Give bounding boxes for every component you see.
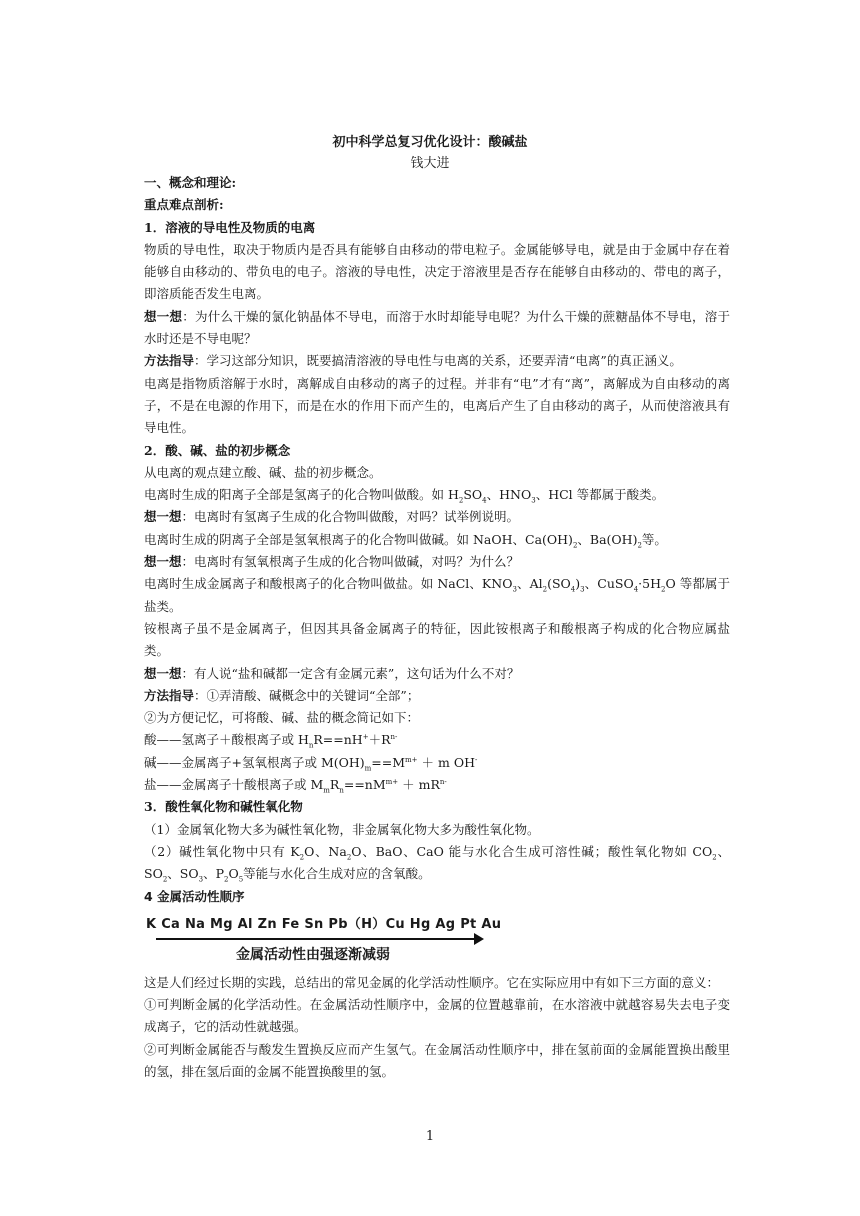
text: O (228, 866, 239, 882)
paragraph: 电离是指物质溶解于水时，离解成自由移动的离子的过程。并非有“电”才有“离”，离解成为自由移动的离子，不是在电源的作用下，而是在水的作用下而产生的，电离后产生了自由移动的离子，从而使溶液具有导电性。 (144, 375, 730, 436)
topic-heading-4: 4 金属活动性顺序 (144, 888, 245, 904)
paragraph: 物质的导电性，取决于物质内是否具有能够自由移动的带电粒子。金属能够导电，就是由于金属中存在着能够自由移动的、带负电的电子。溶液的导电性，决定于溶液里是否存在能够自由移动的、带电的离子，即溶质能否发生电离。 (144, 241, 730, 302)
acid-formula (144, 729, 730, 751)
right-arrow-icon (156, 938, 482, 940)
salt-definition (144, 573, 730, 618)
page-number: 1 (425, 1129, 435, 1144)
method-label: 方法指导 (144, 687, 195, 703)
subscript: n (339, 786, 344, 795)
text: 、Al (516, 576, 543, 592)
text: 、SO (167, 866, 199, 882)
colon: ： (194, 353, 207, 369)
question-text: 有人说“盐和碱都一定含有金属元素”，这句话为什么不对？ (194, 665, 520, 681)
subscript: 5 (238, 875, 244, 884)
method-label: 方法指导 (144, 353, 195, 369)
text: R (329, 777, 340, 793)
think-paragraph (144, 306, 730, 351)
section-heading-1: 一、概念和理论: (144, 175, 237, 190)
method-paragraph (144, 685, 730, 707)
subscript: n (308, 741, 314, 750)
text: O 等都属于盐类。 (144, 576, 730, 614)
paragraph: 铵根离子虽不是金属离子，但因其具备金属离子的特征，因此铵根离子和酸根离子构成的化合物应属盐类。 (144, 620, 730, 659)
method-paragraph (144, 350, 730, 372)
think-label: 想一想 (144, 554, 182, 570)
superscript: m+ (405, 755, 418, 764)
subscript: 2 (572, 541, 578, 550)
base-formula (144, 752, 730, 774)
topic-heading-2: 2．酸、碱、盐的初步概念 (144, 442, 291, 458)
paragraph: ①可判断金属的化学活动性。在金属活动性顺序中，金属的位置越靠前，在水溶液中就越容易失去电子变成离子，它的活动性就越强。 (144, 997, 730, 1035)
superscript: - (475, 755, 478, 764)
colon: ： (181, 509, 195, 525)
text: ==nM (343, 777, 386, 793)
text: 、HCl 等都属于酸类。 (535, 487, 665, 503)
subscript: 3 (512, 585, 517, 594)
subscript: 2 (637, 541, 642, 550)
colon: ： (194, 687, 207, 703)
document-author: 钱大进 (410, 156, 450, 171)
subscript: 2 (223, 875, 229, 884)
subscript: 2 (542, 585, 548, 594)
colon: ： (181, 554, 195, 570)
text: O、BaO、CaO 能与水化合生成可溶性碱；酸性氧化物如 CO (351, 843, 713, 859)
text: ·5H (638, 576, 661, 592)
subscript: 2 (299, 853, 305, 862)
superscript: n- (439, 777, 447, 786)
document-title: 初中科学总复习优化设计：酸碱盐 (332, 135, 528, 150)
text: 、CuSO (584, 576, 634, 592)
subscript: 4 (482, 496, 487, 505)
paragraph: 这是人们经过长期的实践，总结出的常见金属的化学活动性顺序。它在实际应用中有如下三方面的意义： (144, 974, 720, 990)
superscript: n- (390, 733, 398, 742)
subscript: m (364, 764, 372, 773)
paragraph: 从电离的观点建立酸、碱、盐的初步概念。 (144, 464, 382, 480)
text: R==nH (313, 732, 363, 748)
subscript: 4 (633, 585, 639, 594)
question-text: 电离时有氢离子生成的化合物叫做酸，对吗？试举例说明。 (194, 509, 520, 525)
colon: ： (182, 308, 195, 324)
subscript: 2 (346, 853, 352, 862)
text: 电离时生成金属离子和酸根离子的化合物叫做盐。如 NaCl、KNO (144, 576, 513, 592)
topic-heading-3: 3．酸性氧化物和碱性氧化物 (144, 799, 303, 815)
text: 碱——金属离子+氢氧根离子或 M(OH) (144, 754, 365, 770)
think-paragraph (144, 663, 730, 685)
text: 盐——金属离子十酸根离子或 M (144, 777, 324, 793)
oxide-paragraph (144, 841, 730, 886)
think-label: 想一想 (144, 308, 183, 324)
think-paragraph (144, 506, 730, 528)
subsection-heading: 重点难点剖析: (144, 197, 224, 213)
subscript: 4 (570, 585, 576, 594)
think-label: 想一想 (144, 509, 182, 525)
activity-series-caption: 金属活动性由强逐渐减弱 (236, 946, 390, 963)
subscript: 2 (162, 875, 168, 884)
text: 、Ba(OH) (577, 531, 638, 547)
text: ＋ m OH (417, 754, 475, 770)
question-text: 为什么干燥的氯化钠晶体不导电，而溶于水时却能导电呢？为什么干燥的蔗糖晶体不导电，溶于水时还是不导电呢？ (144, 308, 730, 347)
think-label: 想一想 (144, 665, 182, 681)
document-body (144, 172, 730, 1083)
text: 电离时生成的阴离子全部是氢氧根离子的化合物叫做碱。如 NaOH、Ca(OH) (144, 531, 573, 547)
paragraph: ②为方便记忆，可将酸、碱、盐的概念简记如下： (144, 710, 420, 726)
text: ＋ mR (398, 777, 440, 793)
think-paragraph (144, 551, 730, 573)
subscript: 2 (712, 853, 717, 862)
salt-formula (144, 774, 730, 796)
text: O、Na (304, 843, 347, 859)
text: 、SO (144, 843, 730, 882)
subscript: 2 (661, 585, 666, 594)
base-definition (144, 529, 730, 551)
text: 、P (203, 866, 224, 882)
text: SO (463, 487, 483, 503)
subscript: 2 (458, 496, 464, 505)
subscript: m (323, 786, 330, 795)
activity-series-elements: K Ca Na Mg Al Zn Fe Sn Pb（H）Cu Hg Ag Pt Au (146, 916, 502, 932)
subscript: 3 (531, 496, 536, 505)
text: 等。 (641, 531, 667, 547)
text: 、HNO (486, 487, 532, 503)
activity-series-figure (146, 914, 730, 966)
question-text: 电离时有氢氧根离子生成的化合物叫做碱，对吗？为什么？ (194, 554, 520, 570)
superscript: m+ (385, 777, 399, 786)
paragraph: （1）金属氧化物大多为碱性氧化物，非金属氧化物大多为酸性氧化物。 (144, 821, 540, 837)
text: ＋R (368, 732, 391, 748)
subscript: 3 (580, 585, 585, 594)
topic-heading-1: 1．溶液的导电性及物质的电离 (144, 219, 316, 235)
colon: ： (181, 665, 195, 681)
text: （2）碱性氧化物中只有 K (144, 843, 300, 859)
method-text: 学习这部分知识，既要搞清溶液的导电性与电离的关系，还要弄清“电离”的真正涵义。 (206, 353, 682, 369)
text: 电离时生成的阳离子全部是氢离子的化合物叫做酸。如 H (144, 487, 459, 503)
superscript: + (362, 733, 369, 742)
text: ==M (371, 754, 406, 770)
text: (SO (547, 576, 571, 592)
acid-definition (144, 484, 730, 506)
paragraph: ②可判断金属能否与酸发生置换反应而产生氢气。在金属活动性顺序中，排在氢前面的金属能置换出酸里的氢，排在氢后面的金属不能置换酸里的氢。 (144, 1041, 730, 1079)
text: ) (575, 576, 581, 592)
text: 酸——氢离子＋酸根离子或 H (144, 732, 309, 748)
method-text: ①弄清酸、碱概念中的关键词“全部”； (206, 687, 420, 703)
text: 等能与水化合生成对应的含氧酸。 (243, 866, 431, 882)
subscript: 3 (198, 875, 204, 884)
